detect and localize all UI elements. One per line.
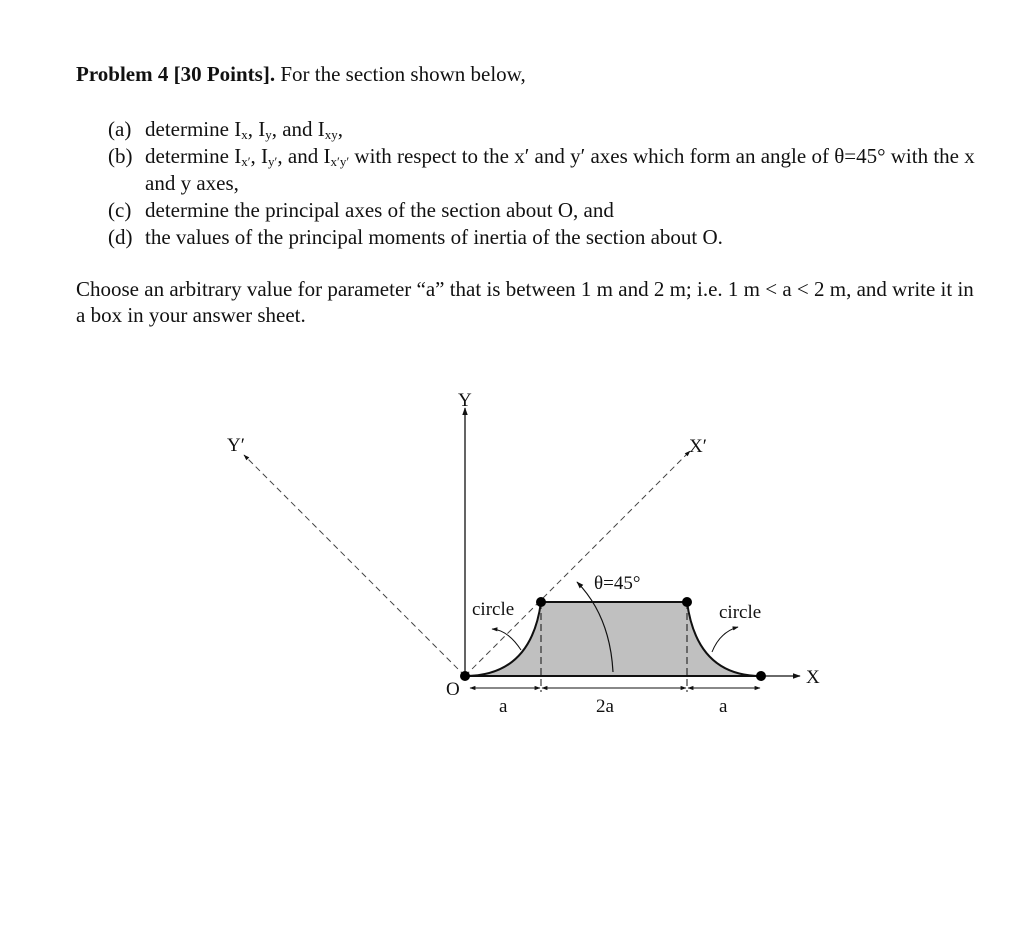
dim-mid-label: 2a — [596, 696, 614, 717]
instruction-note: Choose an arbitrary value for parameter “a” that is between 1 m and 2 m; i.e. 1 m < a < 2 m, and write it in a box in your answer sheet. — [76, 277, 974, 327]
task-a-sub3: xy — [324, 127, 338, 142]
task-a — [108, 116, 988, 143]
angle-label: θ=45° — [594, 573, 641, 594]
task-a-pre: determine I — [145, 117, 242, 141]
task-a-mid2: , and I — [271, 117, 325, 141]
origin-label: O — [446, 679, 460, 700]
y-prime-axis — [244, 455, 465, 676]
section-figure — [0, 380, 1024, 740]
right-circle-leader — [712, 627, 738, 652]
task-b — [108, 143, 988, 197]
task-b-mid2: , and I — [277, 144, 331, 168]
task-b-pre: determine I — [145, 144, 242, 168]
task-b-label: (b) — [108, 144, 133, 168]
task-b-post: with respect to the x′ and y′ axes which form an angle of θ=45° with the x and y axes, — [145, 144, 975, 195]
y-axis-label: Y — [458, 390, 472, 411]
task-c-text: determine the principal axes of the section about O, and — [145, 198, 614, 222]
left-top-point — [536, 597, 546, 607]
dim-left-label: a — [499, 696, 508, 717]
task-a-mid1: , I — [247, 117, 266, 141]
left-circle-leader — [492, 629, 521, 650]
problem-intro: For the section shown below, — [280, 62, 526, 86]
right-top-point — [682, 597, 692, 607]
task-b-sub2: y′ — [268, 154, 278, 169]
task-d-label: (d) — [108, 225, 133, 249]
problem-heading — [76, 62, 526, 87]
task-a-label: (a) — [108, 117, 132, 141]
task-a-sub2: y — [265, 127, 272, 142]
task-list — [108, 116, 988, 251]
task-a-text — [145, 116, 988, 143]
left-circle-label: circle — [472, 599, 515, 620]
x-axis-label: X — [806, 667, 820, 688]
task-a-sub1: x — [241, 127, 248, 142]
task-a-post: , — [337, 117, 344, 141]
problem-title: Problem 4 [30 Points]. — [76, 62, 276, 86]
task-b-sub1: x′ — [241, 154, 251, 169]
right-end-point — [756, 671, 766, 681]
x-prime-label: X′ — [689, 436, 707, 457]
dim-right-label: a — [719, 696, 728, 717]
task-c — [108, 197, 988, 224]
origin-point — [460, 671, 470, 681]
task-d-text: the values of the principal moments of inertia of the section about O. — [145, 225, 723, 249]
task-c-label: (c) — [108, 198, 132, 222]
task-d — [108, 224, 988, 251]
task-b-text — [145, 143, 988, 197]
y-prime-label: Y′ — [227, 435, 245, 456]
task-b-sub3: x′y′ — [330, 154, 350, 169]
task-b-mid1: , I — [250, 144, 269, 168]
right-circle-label: circle — [719, 602, 762, 623]
